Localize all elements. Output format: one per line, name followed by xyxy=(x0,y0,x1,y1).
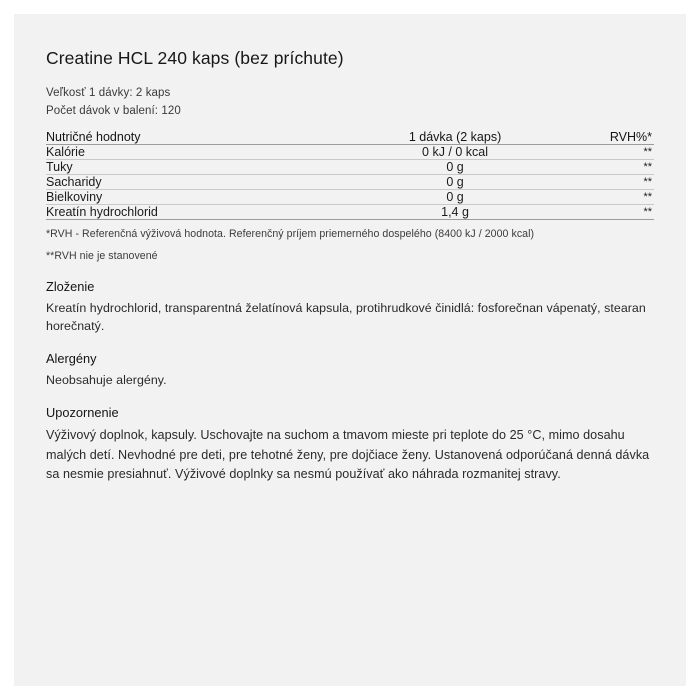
nutrient-name: Bielkoviny xyxy=(46,189,331,204)
nutrient-amount: 0 kJ / 0 kcal xyxy=(331,144,579,159)
nutrient-rvh: ** xyxy=(579,204,654,219)
section-title-warning: Upozornenie xyxy=(46,405,119,421)
section-title-allergens: Alergény xyxy=(46,351,97,367)
nutrient-name: Kreatín hydrochlorid xyxy=(46,204,331,219)
nutrient-amount: 1,4 g xyxy=(331,204,579,219)
section-title-composition: Zloženie xyxy=(46,279,95,295)
table-row xyxy=(46,174,654,189)
section-body-composition: Kreatín hydrochlorid, transparentná želatínová kapsula, protihrudkové činidlá: fosforečnan vápenatý, stearan horečnatý. xyxy=(46,301,646,334)
servings-per-container: Počet dávok v balení: 120 xyxy=(46,104,181,117)
column-header-rvh: RVH%* xyxy=(579,130,654,145)
nutrient-name: Sacharidy xyxy=(46,174,331,189)
footnote-rvh: *RVH - Referenčná výživová hodnota. Referenčný príjem priemerného dospelého (8400 kJ / 2000 kcal) xyxy=(46,227,535,240)
nutrient-rvh: ** xyxy=(579,144,654,159)
nutrient-amount: 0 g xyxy=(331,189,579,204)
table-row xyxy=(46,189,654,204)
nutrition-table xyxy=(46,130,654,220)
section-body-allergens: Neobsahuje alergény. xyxy=(46,373,167,388)
table-row xyxy=(46,144,654,159)
product-info-panel xyxy=(14,14,686,686)
nutrient-name: Tuky xyxy=(46,159,331,174)
column-header-name: Nutričné hodnoty xyxy=(46,130,331,145)
nutrient-amount: 0 g xyxy=(331,174,579,189)
column-header-amount: 1 dávka (2 kaps) xyxy=(331,130,579,145)
serving-size: Veľkosť 1 dávky: 2 kaps xyxy=(46,87,171,99)
footnote-not-set: **RVH nie je stanovené xyxy=(46,249,158,262)
nutrient-rvh: ** xyxy=(579,159,654,174)
nutrient-rvh: ** xyxy=(579,174,654,189)
nutrient-rvh: ** xyxy=(579,189,654,204)
table-header-row xyxy=(46,130,654,145)
nutrient-amount: 0 g xyxy=(331,159,579,174)
table-row xyxy=(46,159,654,174)
page-title: Creatine HCL 240 kaps (bez príchute) xyxy=(46,48,344,68)
section-body-warning: Výživový doplnok, kapsuly. Uschovajte na suchom a tmavom mieste pri teplote do 25 °C, mimo dosahu malých detí. Nevhodné pre deti, pre tehotné ženy, pre dojčiace ženy. Ustanovená odporúčaná denná dávka sa nesmie presiahnuť. Výživové doplnky sa nesmú používať ako náhrada rozmanitej stravy. xyxy=(46,428,650,482)
nutrient-name: Kalórie xyxy=(46,144,331,159)
table-row xyxy=(46,204,654,219)
